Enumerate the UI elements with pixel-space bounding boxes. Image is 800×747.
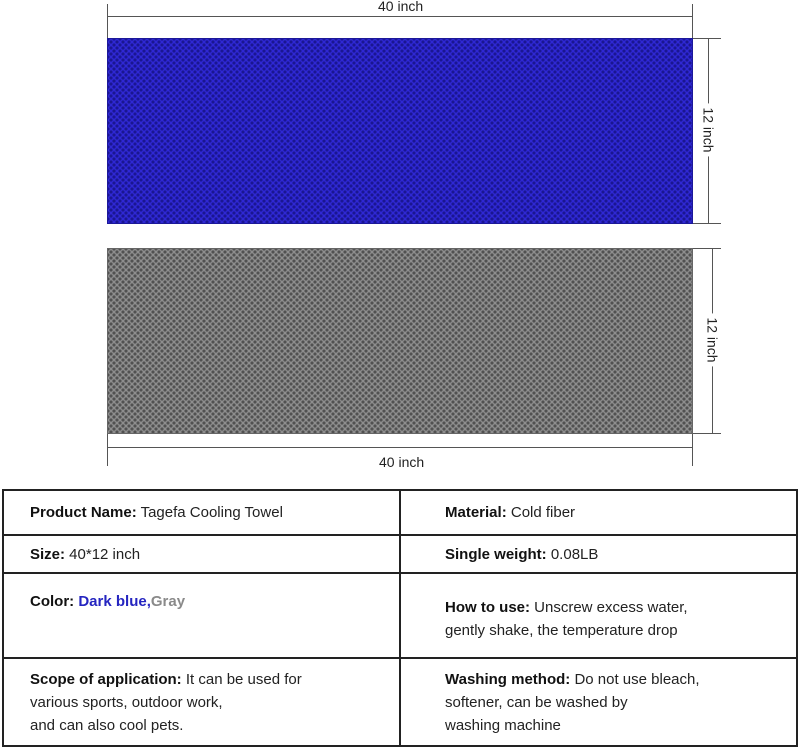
spec-row-4 [3, 658, 797, 746]
material-label: Material: [445, 504, 507, 521]
size-value: 40*12 inch [65, 545, 141, 563]
gray-height-bottom-tick [693, 433, 721, 434]
spec-cell-how-to-use [400, 573, 797, 658]
top-dimension-left-tick [107, 4, 108, 38]
blue-height-top-tick [693, 38, 721, 39]
washing-label: Washing method: [445, 670, 571, 688]
gray-towel-image [107, 248, 693, 434]
color-separator: , [146, 593, 151, 610]
washing-line1: Do not use bleach, [570, 670, 700, 688]
scope-line3: and can also cool pets. [30, 716, 184, 734]
spec-row-2 [3, 535, 797, 573]
spec-cell-scope [3, 658, 400, 746]
bottom-dimension-line [107, 447, 693, 448]
size-label: Size: [30, 545, 66, 563]
color-value-gray: Gray [150, 593, 186, 610]
washing-line2: softener, can be washed by [445, 693, 628, 711]
blue-height-bottom-tick [693, 223, 721, 224]
blue-towel-image [107, 38, 693, 224]
spec-row-1 [3, 490, 797, 535]
top-dimension-right-tick [692, 4, 693, 38]
specification-table [2, 489, 798, 747]
spec-cell-single-weight [400, 535, 797, 573]
spec-cell-washing [400, 658, 797, 746]
top-width-label: 40 inch [372, 0, 429, 14]
gray-height-label: 12 inch [705, 313, 721, 366]
spec-cell-size [3, 535, 400, 573]
bottom-width-label: 40 inch [373, 454, 430, 470]
spec-cell-product-name [3, 490, 400, 535]
color-value-dark-blue: Dark blue [74, 593, 147, 610]
material-value: Cold fiber [506, 504, 576, 521]
single-weight-value: 0.08LB [546, 545, 599, 563]
bottom-dimension-left-tick [107, 434, 108, 466]
top-dimension-line [107, 16, 693, 17]
product-name-label: Product Name: [30, 504, 137, 521]
scope-label: Scope of application: [30, 670, 182, 688]
scope-line2: various sports, outdoor work, [30, 693, 223, 711]
blue-height-label: 12 inch [701, 103, 717, 156]
how-to-use-label: How to use: [445, 599, 530, 616]
how-to-use-line2: gently shake, the temperature drop [445, 622, 678, 639]
single-weight-label: Single weight: [445, 545, 547, 563]
how-to-use-line1: Unscrew excess water, [530, 599, 688, 616]
scope-line1: It can be used for [181, 670, 302, 688]
washing-line3: washing machine [445, 716, 561, 734]
color-label: Color: [30, 593, 75, 610]
bottom-dimension-right-tick [692, 434, 693, 466]
spec-row-3 [3, 573, 797, 658]
product-name-value: Tagefa Cooling Towel [136, 504, 283, 521]
gray-height-top-tick [693, 248, 721, 249]
spec-cell-material [400, 490, 797, 535]
spec-cell-color [3, 573, 400, 658]
